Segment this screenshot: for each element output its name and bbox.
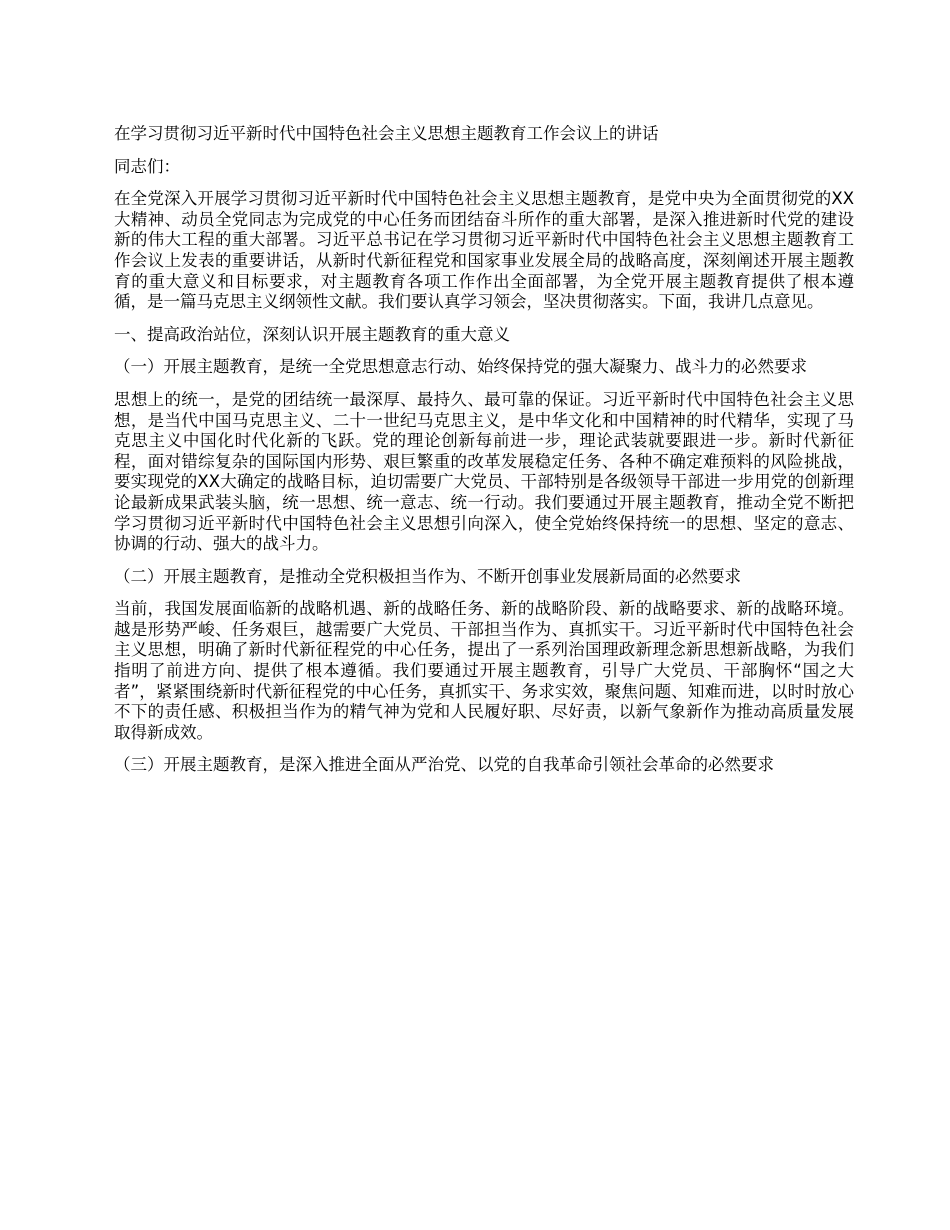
subsection-heading-3: （三）开展主题教育，是深入推进全面从严治党、以党的自我革命引领社会革命的必然要求 [114, 755, 774, 775]
intro-paragraph: 在全党深入开展学习贯彻习近平新时代中国特色社会主义思想主题教育，是党中央为全面贯彻党的XX大精神、动员全党同志为完成党的中心任务而团结奋斗所作的重大部署，是深入推进新时代党的建设新的伟大工程的重大部署。习近平总书记在学习贯彻习近平新时代中国特色社会主义思想主题教育工作会议上发表的重要讲话，从新时代新征程党和国家事业发展全局的战略高度，深刻阐述开展主题教育的重大意义和目标要求，对主题教育各项工作作出全面部署，为全党开展主题教育提供了根本遵循，是一篇马克思主义纲领性文献。我们要认真学习领会，坚决贯彻落实。下面，我讲几点意见。 [114, 189, 854, 312]
salutation: 同志们： [114, 156, 180, 176]
subsection-body-2: 当前，我国发展面临新的战略机遇、新的战略任务、新的战略阶段、新的战略要求、新的战略环境。越是形势严峻、任务艰巨，越需要广大党员、干部担当作为、真抓实干。习近平新时代中国特色社会主义思想，明确了新时代新征程党的中心任务，提出了一系列治国理政新理念新思想新战略，为我们指明了前进方向、提供了根本遵循。我们要通过开展主题教育，引导广大党员、干部胸怀“国之大者”，紧紧围绕新时代新征程党的中心任务，真抓实干、务求实效，聚焦问题、知难而进，以时时放心不下的责任感、积极担当作为的精气神为党和人民履好职、尽好责，以新气象新作为推动高质量发展取得新成效。 [114, 599, 854, 742]
section-heading-1: 一、提高政治站位，深刻认识开展主题教育的重大意义 [114, 324, 510, 344]
subsection-heading-1: （一）开展主题教育，是统一全党思想意志行动、始终保持党的强大凝聚力、战斗力的必然要求 [114, 357, 807, 377]
document-page [114, 124, 854, 788]
subsection-body-1: 思想上的统一，是党的团结统一最深厚、最持久、最可靠的保证。习近平新时代中国特色社会主义思想，是当代中国马克思主义、二十一世纪马克思主义，是中华文化和中国精神的时代精华，实现了马克思主义中国化时代化新的飞跃。党的理论创新每前进一步，理论武装就要跟进一步。新时代新征程，面对错综复杂的国际国内形势、艰巨繁重的改革发展稳定任务、各种不确定难预料的风险挑战，要实现党的XX大确定的战略目标，迫切需要广大党员、干部特别是各级领导干部进一步用党的创新理论最新成果武装头脑，统一思想、统一意志、统一行动。我们要通过开展主题教育，推动全党不断把学习贯彻习近平新时代中国特色社会主义思想引向深入，使全党始终保持统一的思想、坚定的意志、协调的行动、强大的战斗力。 [114, 389, 854, 554]
subsection-heading-2: （二）开展主题教育，是推动全党积极担当作为、不断开创事业发展新局面的必然要求 [114, 566, 741, 586]
document-title: 在学习贯彻习近平新时代中国特色社会主义思想主题教育工作会议上的讲话 [114, 124, 659, 143]
